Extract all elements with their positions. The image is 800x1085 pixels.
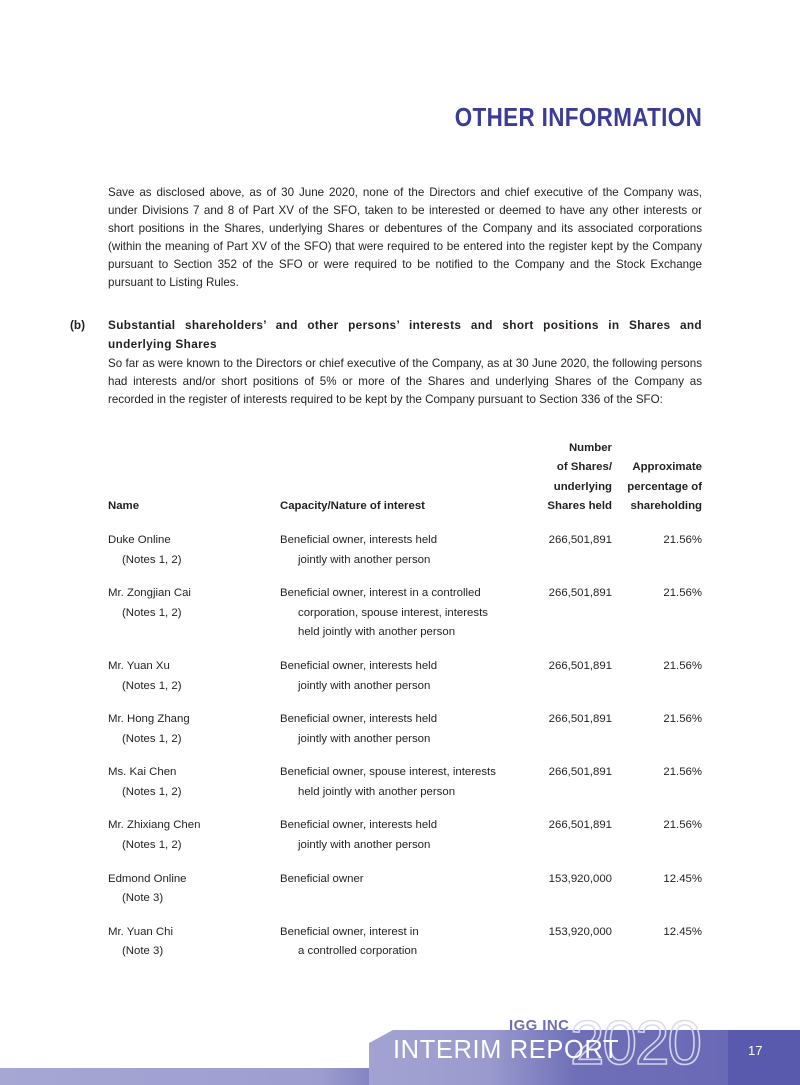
table-row bbox=[108, 710, 702, 749]
shareholder-name: Duke Online bbox=[108, 533, 171, 546]
table-row bbox=[108, 763, 702, 802]
section-b-marker: (b) bbox=[70, 317, 86, 332]
shareholder-note-ref: (Note 3) bbox=[122, 892, 164, 905]
cell-name bbox=[108, 923, 280, 962]
cell-number-of-shares: 266,501,891 bbox=[548, 819, 612, 832]
column-header-capacity: Capacity/Nature of interest bbox=[280, 500, 425, 513]
section-b-heading bbox=[70, 316, 702, 355]
table-body bbox=[108, 517, 702, 962]
shareholder-note-ref: (Notes 1, 2) bbox=[122, 553, 182, 566]
cell-number-of-shares: 266,501,891 bbox=[548, 587, 612, 600]
section-b-heading-text: Substantial shareholders’ and other persons’ interests and short positions in Shares and underlying Shares bbox=[108, 317, 702, 352]
page-content bbox=[70, 184, 702, 962]
cell-percentage: 21.56% bbox=[663, 587, 702, 600]
cell-percentage: 21.56% bbox=[663, 766, 702, 779]
table-row bbox=[108, 531, 702, 570]
cell-name bbox=[108, 584, 280, 643]
cell-percentage: 21.56% bbox=[663, 819, 702, 832]
capacity-line: Beneficial owner, spouse interest, interests bbox=[280, 766, 496, 779]
cell-name bbox=[108, 657, 280, 696]
paragraph-disclosure: Save as disclosed above, as of 30 June 2020, none of the Directors and chief executive of the Company was, under Divisions 7 and 8 of Part XV of the SFO, taken to be interested or deemed to have any other interests or short positions in the Shares, underlying Shares or debentures of the Company and its associated corporations (within the meaning of Part XV of the SFO) that were required to be entered into the register kept by the Company pursuant to Section 352 of the SFO or were required to be notified to the Company and the Stock Exchange pursuant to Listing Rules. bbox=[108, 186, 702, 289]
page-number: 17 bbox=[748, 1043, 763, 1058]
footer-year-logo: 2020 bbox=[570, 1009, 700, 1078]
shareholder-note-ref: (Notes 1, 2) bbox=[122, 679, 182, 692]
shareholder-name: Mr. Yuan Xu bbox=[108, 659, 170, 672]
cell-percentage: 21.56% bbox=[663, 713, 702, 726]
cell-number-of-shares: 266,501,891 bbox=[548, 659, 612, 672]
table-row-spacer bbox=[108, 802, 702, 816]
column-header-percentage: Approximate percentage of shareholding bbox=[627, 461, 702, 513]
capacity-line: Beneficial owner, interests held bbox=[280, 533, 438, 546]
capacity-line: Beneficial owner, interests held bbox=[280, 819, 438, 832]
cell-capacity bbox=[280, 870, 512, 909]
table-row bbox=[108, 923, 702, 962]
cell-name bbox=[108, 531, 280, 570]
capacity-line: held jointly with another person bbox=[298, 785, 456, 798]
cell-name bbox=[108, 870, 280, 909]
cell-capacity bbox=[280, 531, 512, 570]
footer-report-label: INTERIM REPORT bbox=[393, 1036, 620, 1064]
cell-number-of-shares: 153,920,000 bbox=[548, 925, 612, 938]
cell-name bbox=[108, 763, 280, 802]
cell-capacity bbox=[280, 584, 512, 643]
cell-number-of-shares: 153,920,000 bbox=[548, 872, 612, 885]
column-header-name: Name bbox=[108, 500, 140, 513]
capacity-line: corporation, spouse interest, interests bbox=[298, 606, 488, 619]
shareholder-note-ref: (Notes 1, 2) bbox=[122, 606, 182, 619]
cell-capacity bbox=[280, 763, 512, 802]
capacity-line: held jointly with another person bbox=[298, 626, 456, 639]
shareholder-note-ref: (Notes 1, 2) bbox=[122, 839, 182, 852]
capacity-line: jointly with another person bbox=[298, 732, 431, 745]
table-header bbox=[108, 439, 702, 517]
column-header-number-of-shares: Number of Shares/ underlying Shares held bbox=[547, 441, 612, 513]
capacity-line: a controlled corporation bbox=[298, 945, 418, 958]
capacity-line: jointly with another person bbox=[298, 553, 431, 566]
table-row bbox=[108, 816, 702, 855]
cell-capacity bbox=[280, 816, 512, 855]
cell-percentage: 21.56% bbox=[663, 659, 702, 672]
table-row-spacer bbox=[108, 696, 702, 710]
cell-capacity bbox=[280, 923, 512, 962]
table-row bbox=[108, 584, 702, 643]
shareholders-table bbox=[108, 439, 702, 962]
cell-percentage: 21.56% bbox=[663, 533, 702, 546]
footer-company-name: IGG INC bbox=[509, 1017, 570, 1034]
shareholder-name: Mr. Yuan Chi bbox=[108, 925, 174, 938]
paragraph-substantial-shareholders: So far as were known to the Directors or chief executive of the Company, as at 30 June 2020, the following persons had interests and/or short positions of 5% or more of the Shares and underlying Shares of the Company as recorded in the register of interests required to be kept by the Company pursuant to Section 336 of the SFO: bbox=[108, 356, 702, 406]
shareholder-name: Ms. Kai Chen bbox=[108, 766, 177, 779]
capacity-line: jointly with another person bbox=[298, 839, 431, 852]
cell-percentage: 12.45% bbox=[663, 925, 702, 938]
capacity-line: Beneficial owner, interest in bbox=[280, 925, 419, 938]
cell-number-of-shares: 266,501,891 bbox=[548, 766, 612, 779]
shareholder-note-ref: (Notes 1, 2) bbox=[122, 732, 182, 745]
capacity-line: Beneficial owner, interest in a controlled bbox=[280, 587, 481, 600]
table-row-spacer bbox=[108, 570, 702, 584]
shareholder-name: Mr. Zongjian Cai bbox=[108, 587, 191, 600]
cell-name bbox=[108, 816, 280, 855]
cell-name bbox=[108, 710, 280, 749]
cell-number-of-shares: 266,501,891 bbox=[548, 533, 612, 546]
shareholder-note-ref: (Note 3) bbox=[122, 945, 164, 958]
table-header-gap bbox=[108, 517, 702, 531]
shareholder-note-ref: (Notes 1, 2) bbox=[122, 785, 182, 798]
shareholder-name: Mr. Hong Zhang bbox=[108, 713, 190, 726]
table-row bbox=[108, 657, 702, 696]
table-row-spacer bbox=[108, 909, 702, 923]
cell-capacity bbox=[280, 657, 512, 696]
capacity-line: Beneficial owner, interests held bbox=[280, 713, 438, 726]
page-footer bbox=[0, 1010, 800, 1085]
cell-number-of-shares: 266,501,891 bbox=[548, 713, 612, 726]
shareholder-name: Mr. Zhixiang Chen bbox=[108, 819, 201, 832]
table-row-spacer bbox=[108, 643, 702, 657]
page-title: OTHER INFORMATION bbox=[454, 104, 702, 132]
table-row-spacer bbox=[108, 856, 702, 870]
capacity-line: Beneficial owner bbox=[280, 872, 364, 885]
cell-percentage: 12.45% bbox=[663, 872, 702, 885]
table-row-spacer bbox=[108, 749, 702, 763]
shareholder-name: Edmond Online bbox=[108, 872, 187, 885]
capacity-line: Beneficial owner, interests held bbox=[280, 659, 438, 672]
table-row bbox=[108, 870, 702, 909]
cell-capacity bbox=[280, 710, 512, 749]
capacity-line: jointly with another person bbox=[298, 679, 431, 692]
